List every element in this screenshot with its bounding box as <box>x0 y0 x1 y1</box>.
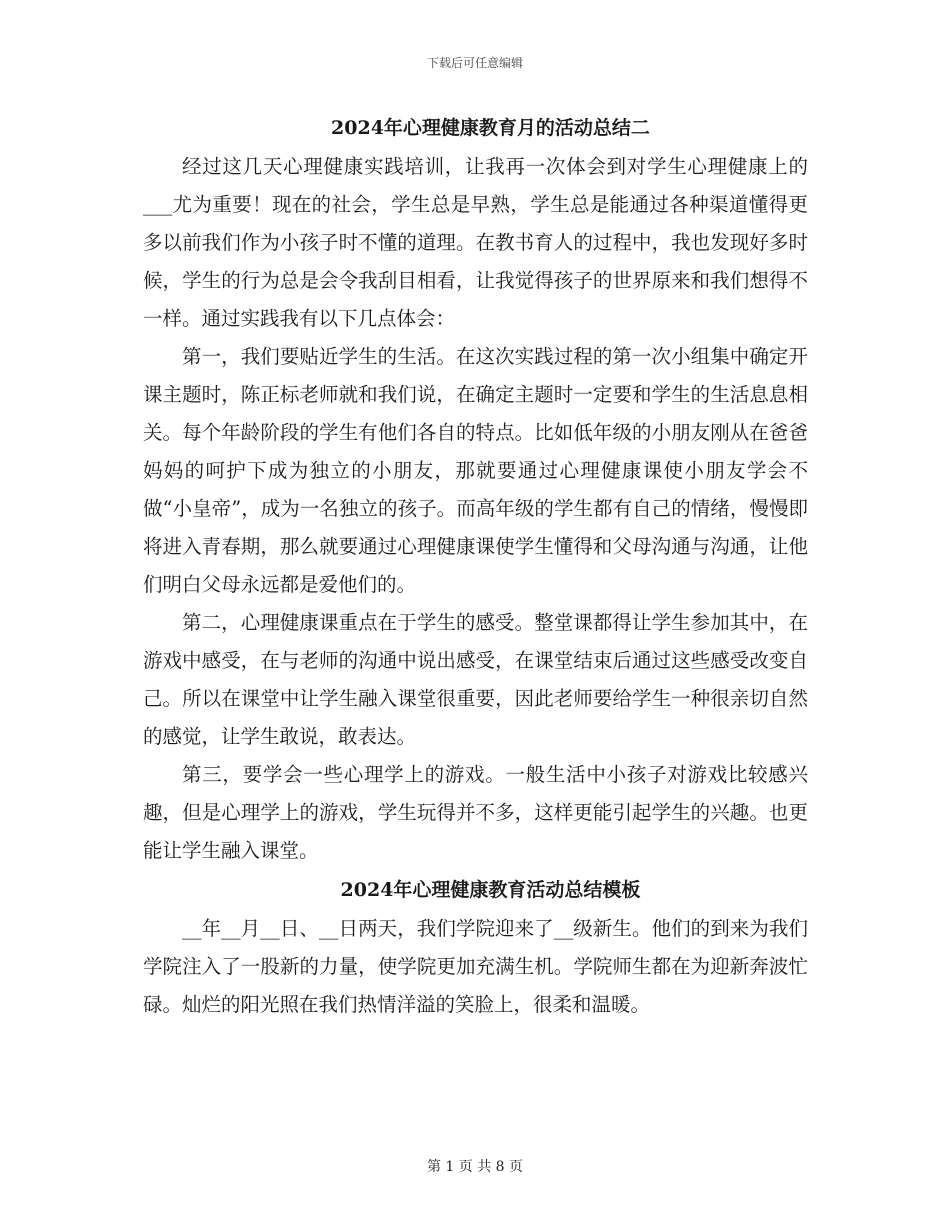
section-title: 2024年心理健康教育活动总结模板 <box>340 879 641 901</box>
paragraph: 经过这几天心理健康实践培训，让我再一次体会到对学生心理健康上的___尤为重要！现在的社会，学生总是早熟，学生总是能通过各种渠道懂得更多以前我们作为小孩子时不懂的道理。在教书育人的过程中，我也发现好多时候，学生的行为总是会令我刮目相看，让我觉得孩子的世界原来和我们想得不一样。通过实践我有以下几点体会： <box>143 155 808 330</box>
paragraph: 第一，我们要贴近学生的生活。在这次实践过程的第一次小组集中确定开课主题时，陈正标老师就和我们说，在确定主题时一定要和学生的生活息息相关。每个年龄阶段的学生有他们各自的特点。比如低年级的小朋友刚从在爸爸妈妈的呵护下成为独立的小朋友，那就要通过心理健康课使小朋友学会不做“小皇帝”，成为一名独立的孩子。而高年级的学生都有自己的情绪，慢慢即将进入青春期，那么就要通过心理健康课使学生懂得和父母沟通与沟通，让他们明白父母永远都是爱他们的。 <box>143 345 808 596</box>
section-title: 2024年心理健康教育月的活动总结二 <box>331 117 650 139</box>
document-body <box>143 108 808 1024</box>
paragraph: 第三，要学会一些心理学上的游戏。一般生活中小孩子对游戏比较感兴趣，但是心理学上的游戏，学生玩得并不多，这样更能引起学生的兴趣。也更能让学生融入课堂。 <box>143 763 808 862</box>
paragraph: 第二，心理健康课重点在于学生的感受。整堂课都得让学生参加其中，在游戏中感受，在与老师的沟通中说出感受，在课堂结束后通过这些感受改变自己。所以在课堂中让学生融入课堂很重要，因此老师要给学生一种很亲切自然的感觉，让学生敢说，敢表达。 <box>143 611 808 748</box>
page-number: 第 1 页 共 8 页 <box>426 1159 524 1175</box>
paragraph: __年__月__日、__日两天，我们学院迎来了__级新生。他们的到来为我们学院注入了一股新的力量，使学院更加充满生机。学院师生都在为迎新奔波忙碌。灿烂的阳光照在我们热情洋溢的笑脸上，很柔和温暖。 <box>143 917 808 1016</box>
header-note: 下载后可任意编辑 <box>426 56 523 70</box>
